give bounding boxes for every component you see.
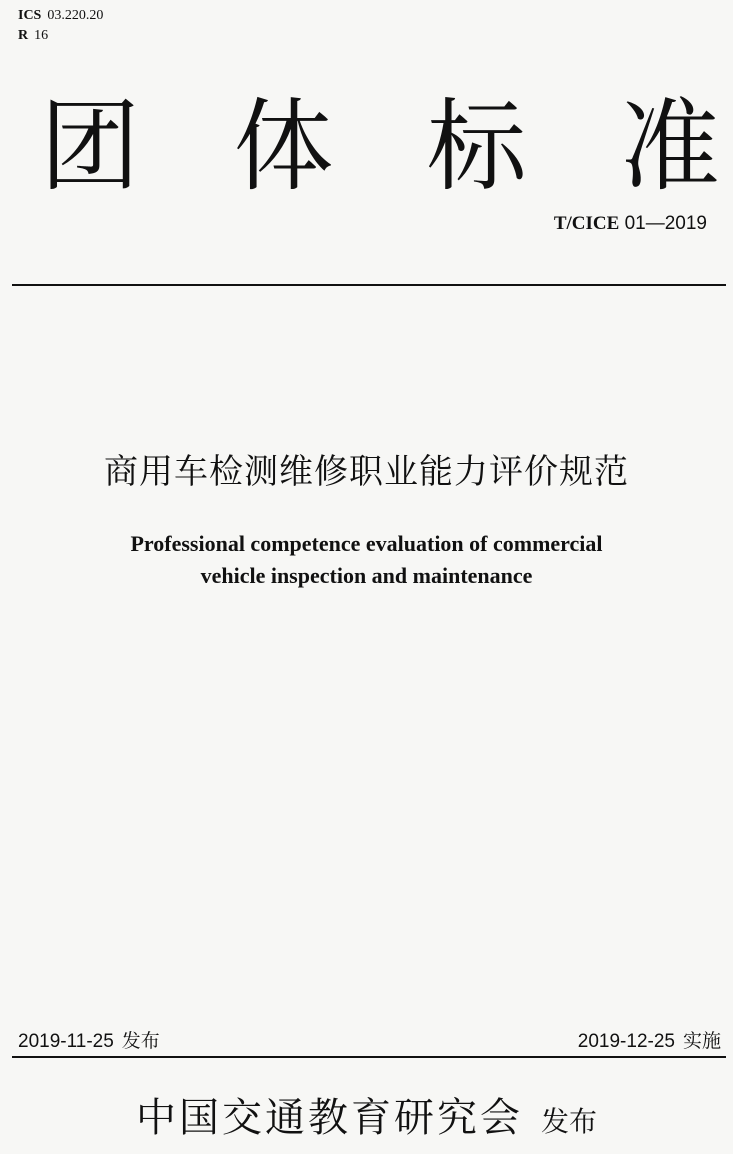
bottom-divider — [12, 1056, 726, 1058]
class-value: 16 — [34, 28, 49, 43]
issue-date-block — [18, 1029, 160, 1054]
publisher-suffix: 发布 — [540, 1105, 597, 1138]
standard-code — [554, 212, 707, 236]
issue-date: 2019-11-25 — [18, 1031, 114, 1052]
title-en-line-1: Professional competence evaluation of commercial — [130, 531, 603, 556]
classification-codes — [18, 6, 109, 46]
issue-label: 发布 — [121, 1030, 160, 1052]
class-row — [18, 26, 109, 46]
title-en-line-2: vehicle inspection and maintenance — [200, 563, 533, 588]
class-label: R — [18, 28, 29, 43]
standard-code-number: 01—2019 — [624, 213, 707, 234]
standard-code-prefix: T/CICE — [553, 213, 620, 234]
implement-date-block — [578, 1029, 721, 1054]
publisher-org: 中国交通教育研究会 — [135, 1095, 523, 1141]
ics-row — [18, 6, 109, 26]
standard-type-char: 团 — [40, 88, 140, 205]
document-title-en — [0, 528, 733, 592]
ics-label: ICS — [18, 8, 42, 23]
document-title-cn: 商用车检测维修职业能力评价规范 — [104, 452, 629, 492]
standard-type-char: 标 — [426, 88, 527, 205]
standard-type-heading — [40, 88, 720, 205]
top-divider — [12, 284, 726, 286]
implement-label: 实施 — [682, 1030, 721, 1052]
publisher-line — [0, 1092, 733, 1144]
implement-date: 2019-12-25 — [577, 1031, 675, 1052]
standard-type-char: 准 — [619, 88, 720, 205]
ics-value: 03.220.20 — [47, 8, 104, 23]
standard-type-char: 体 — [233, 88, 334, 205]
